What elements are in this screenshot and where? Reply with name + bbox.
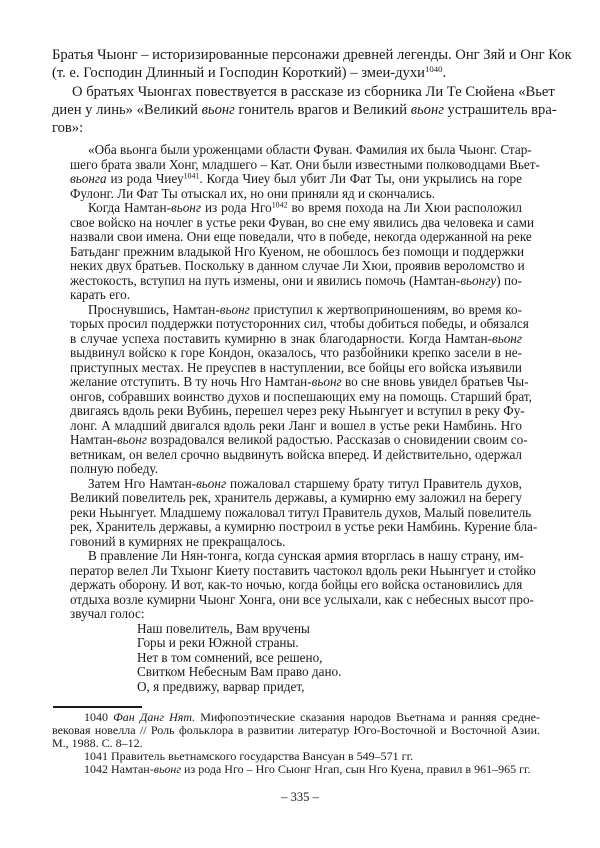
text-run: диен у линь» «Великий [52,101,202,118]
text-line [70,562,536,579]
text-line [70,288,522,303]
footnote-ref: 1041 [183,171,200,181]
text-run: из рода Нго [200,200,272,215]
text-run: в случае успеха поставить кумирню в знак благодарности. Когда Намтан- [70,330,492,346]
text-run: желание отступить. В ту ночь Нго Намтан- [70,374,312,389]
text-run: из рода Нго – Нго Сыонг Нгап, сын Нго Куена, правил в 961–965 гг. [181,762,531,776]
italic-term: вьонг [170,200,201,215]
text-run: Братья Чыонг – историзированные персонажи древней легенды. Онг Зяй и Онг Кок [52,47,572,63]
text-line [70,477,522,492]
italic-term: вьонг [219,301,250,317]
text-line [70,346,522,361]
text-line [70,374,529,390]
text-line [70,448,522,463]
text-run: гонитель врагов и Великий [234,101,411,118]
text-run: Проснувшись, Намтан- [88,301,220,317]
italic-term: вьонг [201,101,235,118]
footnote-ref: 1040 [424,64,443,75]
text-run: ) по- [496,272,522,288]
text-run: М., 1988. С. 8–12. [52,736,143,750]
text-run: реки Ньынгует. Младшему пожаловал титул Правитель духов, Малый повелитель [70,504,532,520]
text-line [70,419,522,434]
text-line [70,607,522,622]
text-line [70,187,522,202]
text-run: ветникам, он велел срочно выдвинуть войска вперед. И действительно, одержал [70,446,522,462]
poem-line [70,622,522,637]
italic-term: вьонг [311,374,342,389]
text-line [70,361,522,376]
text-run: вековая новелла // Роль фольклора в развитии литератур Юго-Восточной и Восточной Азии. [52,723,540,737]
text-run: 1041 Правитель вьетнамского государства Вансуан в 549–571 гг. [84,749,414,763]
text-line [70,172,522,187]
intro-text [52,46,572,137]
text-line [70,243,525,260]
text-run: говоний в кумирнях не прекращалось. [70,533,286,549]
text-run: гов»: [52,120,84,137]
text-run: приступил к жертвоприношениям, во время ко- [249,301,522,317]
text-run: Наш повелитель, Вам вручены [137,620,310,636]
text-line [70,549,522,564]
poem-line [70,636,522,651]
italic-term: вьонг [116,432,147,447]
text-line [52,101,557,119]
text-line [70,535,522,550]
text-line [70,462,522,477]
text-run: Когда Намтан- [88,200,171,215]
text-run: . [442,65,447,82]
text-run: В правление Ли Нян-тонга, когда сунская армия вторглась в нашу страну, им- [88,548,524,563]
quoted-legend [70,142,540,694]
text-line [70,403,525,419]
text-run: жестокость, вступил на путь измены, они и явились помочь (Намтан- [70,272,461,288]
page-number: – 335 – [281,790,319,804]
text-run: Фулонг. Ли Фат Ты отыскал их, но они приняли яд и скончались. [70,185,436,201]
text-run: торых просил поддержки потусторонних сил, чтобы добиться победы, и обязался [70,316,529,331]
text-run: назвали свои имена. Они еще поведали, что в победе, некогда одержанной на реке [70,229,532,244]
text-run: Нет в том сомнений, все решено, [137,649,323,665]
footnotes [52,711,540,776]
italic-term: вьонга [70,171,107,186]
text-line [70,214,535,231]
text-line [70,432,528,448]
text-line [52,64,540,82]
text-run: выдвинул войско к горе Кондон, оказалось, что разбойники крепко засели в не- [70,345,522,360]
text-run: Затем Нго Намтан- [88,475,197,491]
footnote-ref: 1042 [271,200,288,210]
text-run: полную победу. [70,461,159,476]
text-run: ператор велел Ли Тхыонг Киету поставить частокол вдоль реки Ньынгует и стойко [70,562,536,578]
poem-line [70,680,522,695]
text-run: во время похода на Ли Хюи расположил [287,200,522,215]
text-line [70,156,540,173]
text-line [70,519,538,535]
text-run: пожаловал старшему брату титул Правитель духов, [226,475,522,491]
text-line [70,504,532,521]
text-line [70,578,522,593]
text-run: возрадовался великой радостью. Рассказав о сновидении своим со- [146,432,528,447]
text-line [70,258,525,274]
text-line [52,763,540,776]
text-line [52,46,572,64]
text-line [70,491,522,506]
text-line [70,201,522,216]
text-run: Мифопоэтические сказания народов Вьетнама и ранняя средне- [195,710,540,724]
text-run: звучал голос: [70,606,145,621]
text-line [70,316,529,332]
text-run: . Когда Чиеу был убит Ли Фат Ты, они укрылись на горе [199,171,522,186]
text-line [70,388,532,405]
italic-term: вьонг [196,475,227,491]
italic-term: вьонгу [460,272,497,288]
italic-term: вьонг [410,101,444,118]
text-line [70,332,522,347]
footnote-divider [53,706,142,708]
text-line [52,119,540,137]
text-run: «Оба вьонга были уроженцами области Фуван. Фамилия их была Чыонг. Стар- [88,142,532,157]
text-run: шего брата звали Хонг, младшего – Кат. Они были известными полководцами Вьет- [70,156,540,172]
text-run: двигаясь вдоль реки Вубинь, перешел через реку Ньынгует и вступил в реку Фу- [70,403,525,418]
text-run: свое войско на ночлег в устье реки Фуван, во сне ему явились два человека и сами [70,214,535,230]
text-run: приступных местах. Не преуспев в наступлении, все бойцы его войска изъявили [70,359,522,375]
italic-term: вьонг [153,762,182,776]
italic-term: Фан Данг Нят. [113,710,196,724]
text-line [70,229,532,245]
text-run: отдыха возле кумирни Чыонг Хонга, они все услыхали, как с небесных высот про- [70,591,534,607]
text-run: 1040 [84,710,114,724]
text-run: (т. е. Господин Длинный и Господин Короткий) – змеи-духи [52,65,425,82]
text-run: карать его. [70,287,131,302]
text-run: О, я предвижу, варвар придет, [137,678,305,694]
text-run: онгов, собравших воинство духов и поспешающих ему на помощь. Старший брат, [70,388,532,404]
italic-term: вьонг [491,330,522,346]
text-run: Намтан- [70,432,117,447]
text-line [70,303,522,318]
text-run: во сне вновь увидел братьев Чы- [341,374,529,389]
text-run: Горы и реки Южной страны. [137,635,299,650]
text-run: Батьданг прежним владыкой Нго Куеном, не обошлось без помощи и поддержки [70,243,525,259]
text-line [70,591,534,608]
text-run: держать оборону. И вот, как-то ночью, когда бойцы его войска остановились для [70,577,523,592]
text-run: из рода Чиеу [106,171,184,186]
text-run: рек, Хранитель державы, а кумирню построил в устье реки Намбинь. Курение бла- [70,519,538,534]
text-run: Великий повелитель рек, хранитель державы, а кумирню ему заложил на берегу [70,490,523,505]
text-run: 1042 Намтан- [84,762,154,776]
text-run: устрашитель вра- [443,101,557,118]
text-run: лонг. А младший двигался вдоль реки Ланг и вошел в устье реки Намбинь. Нго [70,417,522,433]
text-line [52,83,555,101]
text-run: О братьях Чыонгах повествуется в рассказе из сборника Ли Те Сюйена «Вьет [72,83,555,100]
text-line [70,142,532,158]
text-line [70,274,522,289]
poem-line [70,651,522,666]
text-run: Свитком Небесным Вам право дано. [137,664,342,679]
poem-line [70,665,522,680]
text-run: неких двух братьев. Поскольку в данном случае Ли Хюи, проявив вероломство и [70,258,525,273]
